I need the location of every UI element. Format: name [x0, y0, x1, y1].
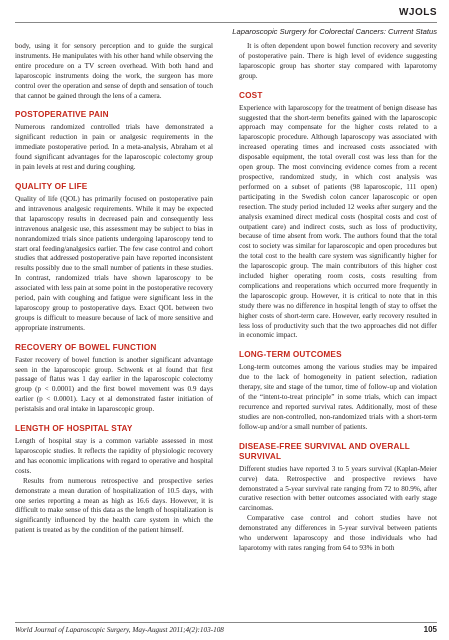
section-heading-cost: COST — [239, 90, 263, 100]
paragraph: body, using it for sensory perception and to guide the surgical instruments. He manipulates with his other hand while observing the entire procedure on a TV screen overhead. With both hand and laparoscopic instruments doing the work, the surgeon has more control over the operation and sense of depth and sensation of touch that cannot be gained through the lens of a camera. — [15, 42, 213, 100]
footer-rule — [15, 622, 437, 623]
section-heading-bowel-function: RECOVERY OF BOWEL FUNCTION — [15, 342, 157, 352]
running-title: Laparoscopic Surgery for Colorectal Cancers: Current Status — [232, 27, 437, 36]
section-heading-postoperative-pain: POSTOPERATIVE PAIN — [15, 110, 109, 120]
paragraph: Length of hospital stay is a common variable assessed in most laparoscopic studies. It reflects the rapidity of physiologic recovery and has economic implications with regard to operative and hospital costs. — [15, 437, 213, 475]
header-rule — [15, 22, 437, 23]
paragraph: Experience with laparoscopy for the treatment of benign disease has suggested that the short-term benefits gained with the laparoscopic approach may compensate for the higher costs related to a laparoscopic procedure. Although laparoscopy was associated with increased operating times and increased costs associated with disposable equipment, the total overall cost was less than for the open group. The most convincing evidence comes from a recent prospective, randomized study, in which cost analysis was performed on a subset of patients (98 laparoscopic, 111 open) participating in the Swedish colon cancer laparoscopic or open resection. The study period included 12 weeks after surgery and the analysis examined direct medical costs (hospital costs and cost of outpatient care) and indirect costs, such as loss of productivity, because of time absent from work. The authors found that the total cost to society was similar for laparoscopic and open procedures but the total cost to the health care system was significantly higher for the laparoscopic group. The main contributors of this higher cost included higher operating room costs, costs resulting from complications and reoperations which occurred more frequently in the laparoscopic group. However, it is critical to note that in this study there was no difference in hospital length of stay to offset the higher costs of short-term care. However, early recovery resulted in less loss of productivity such that the two approaches did not differ in economic impact. — [239, 103, 437, 340]
paragraph: Different studies have reported 3 to 5 years survival (Kaplan-Meier curve) data. Retrospective and prospective reviews have demonstrated a 5-year survival rate ranging from 72 to 80.9%, after curative resection with better outcomes associated with early stage carcinomas. — [239, 464, 437, 513]
section-heading-hospital-stay: LENGTH OF HOSPITAL STAY — [15, 424, 133, 434]
paragraph: Quality of life (QOL) has primarily focused on postoperative pain and intravenous analgesic requirements. While it may be expected that laparoscopy results in decreased pain and consequently less intravenous analgesic use, this assessment may be subject to bias in nonrandomized trials since patients undergoing laparoscopy tend to start oral feeding/analgesics earlier. The few case control and cohort studies that addressed postoperative pain have reported inconsistent results possibly due to the small number of patients in these studies. In contrast, randomized trials have shown laparoscopy to be associated with less pain at some point in the postoperative recovery period, pain with coughing and fatigue were significant less in the laparoscopy group to postoperative days. Exact QOL between two groups is difficult to measure because of lack of more sensitive and appropriate instruments. — [15, 194, 213, 332]
paragraph: It is often dependent upon bowel function recovery and severity of postoperative pain. There is high level of evidence suggesting laparoscopic group has shorter stay compared with laparotomy group. — [239, 42, 437, 80]
section-heading-long-term-outcomes: LONG-TERM OUTCOMES — [239, 350, 342, 360]
journal-citation: World Journal of Laparoscopic Surgery, May-August 2011;4(2):103-108 — [15, 626, 224, 634]
right-column — [239, 42, 437, 554]
page-number: 105 — [423, 625, 437, 634]
paragraph: Results from numerous retrospective and prospective series demonstrate a mean duration of hospitalization of 10.5 days, with one series reporting a mean as high as 16.6 days. However, it is difficult to make sense of this data as the length of hospitalization is significantly influenced by the health care system in which the patient is treated as by the condition of the patient himself. — [15, 476, 213, 535]
section-heading-survival: DISEASE-FREE SURVIVAL AND OVERALL SURVIVAL — [239, 441, 410, 461]
section-heading-quality-of-life: QUALITY OF LIFE — [15, 181, 88, 191]
journal-abbreviation: WJOLS — [398, 7, 437, 18]
paragraph: Faster recovery of bowel function is another significant advantage seen in the laparoscopic group. Schwenk et al found that first passage of flatus was 1 day earlier in the laparoscopic colectomy group (p < 0.0001) and the first bowel movement was 0.9 days earlier (p < 0.0001). Lacy et al demonstrated faster initiation of peristalsis and oral intake in laparoscopic group. — [15, 355, 213, 414]
paragraph: Long-term outcomes among the various studies may be impaired due to the lack of homogeneity in patient selection, radiation therapy, site and stage of the tumor, time of follow-up and violation of the “intent-to-treat principle” in some trials, which can impact recurrence and reported survival rates. Additionally, most of these studies are non-controlled, non-randomized trials with a short-term follow-up and/or a small number of patients. — [239, 363, 437, 431]
paragraph: Comparative case control and cohort studies have not demonstrated any differences in 5-year survival between patients who underwent laparoscopy and those individuals who had laparotomy with rates ranging from 64 to 93% in both — [239, 514, 437, 552]
paragraph: Numerous randomized controlled trials have demonstrated a significant reduction in pain or analgesic requirements in the immediate postoperative period. In a meta-analysis, Abraham et al found significant advantages for the laparoscopic colectomy group in pain levels at rest and during coughing. — [15, 123, 213, 172]
left-column — [15, 42, 213, 536]
